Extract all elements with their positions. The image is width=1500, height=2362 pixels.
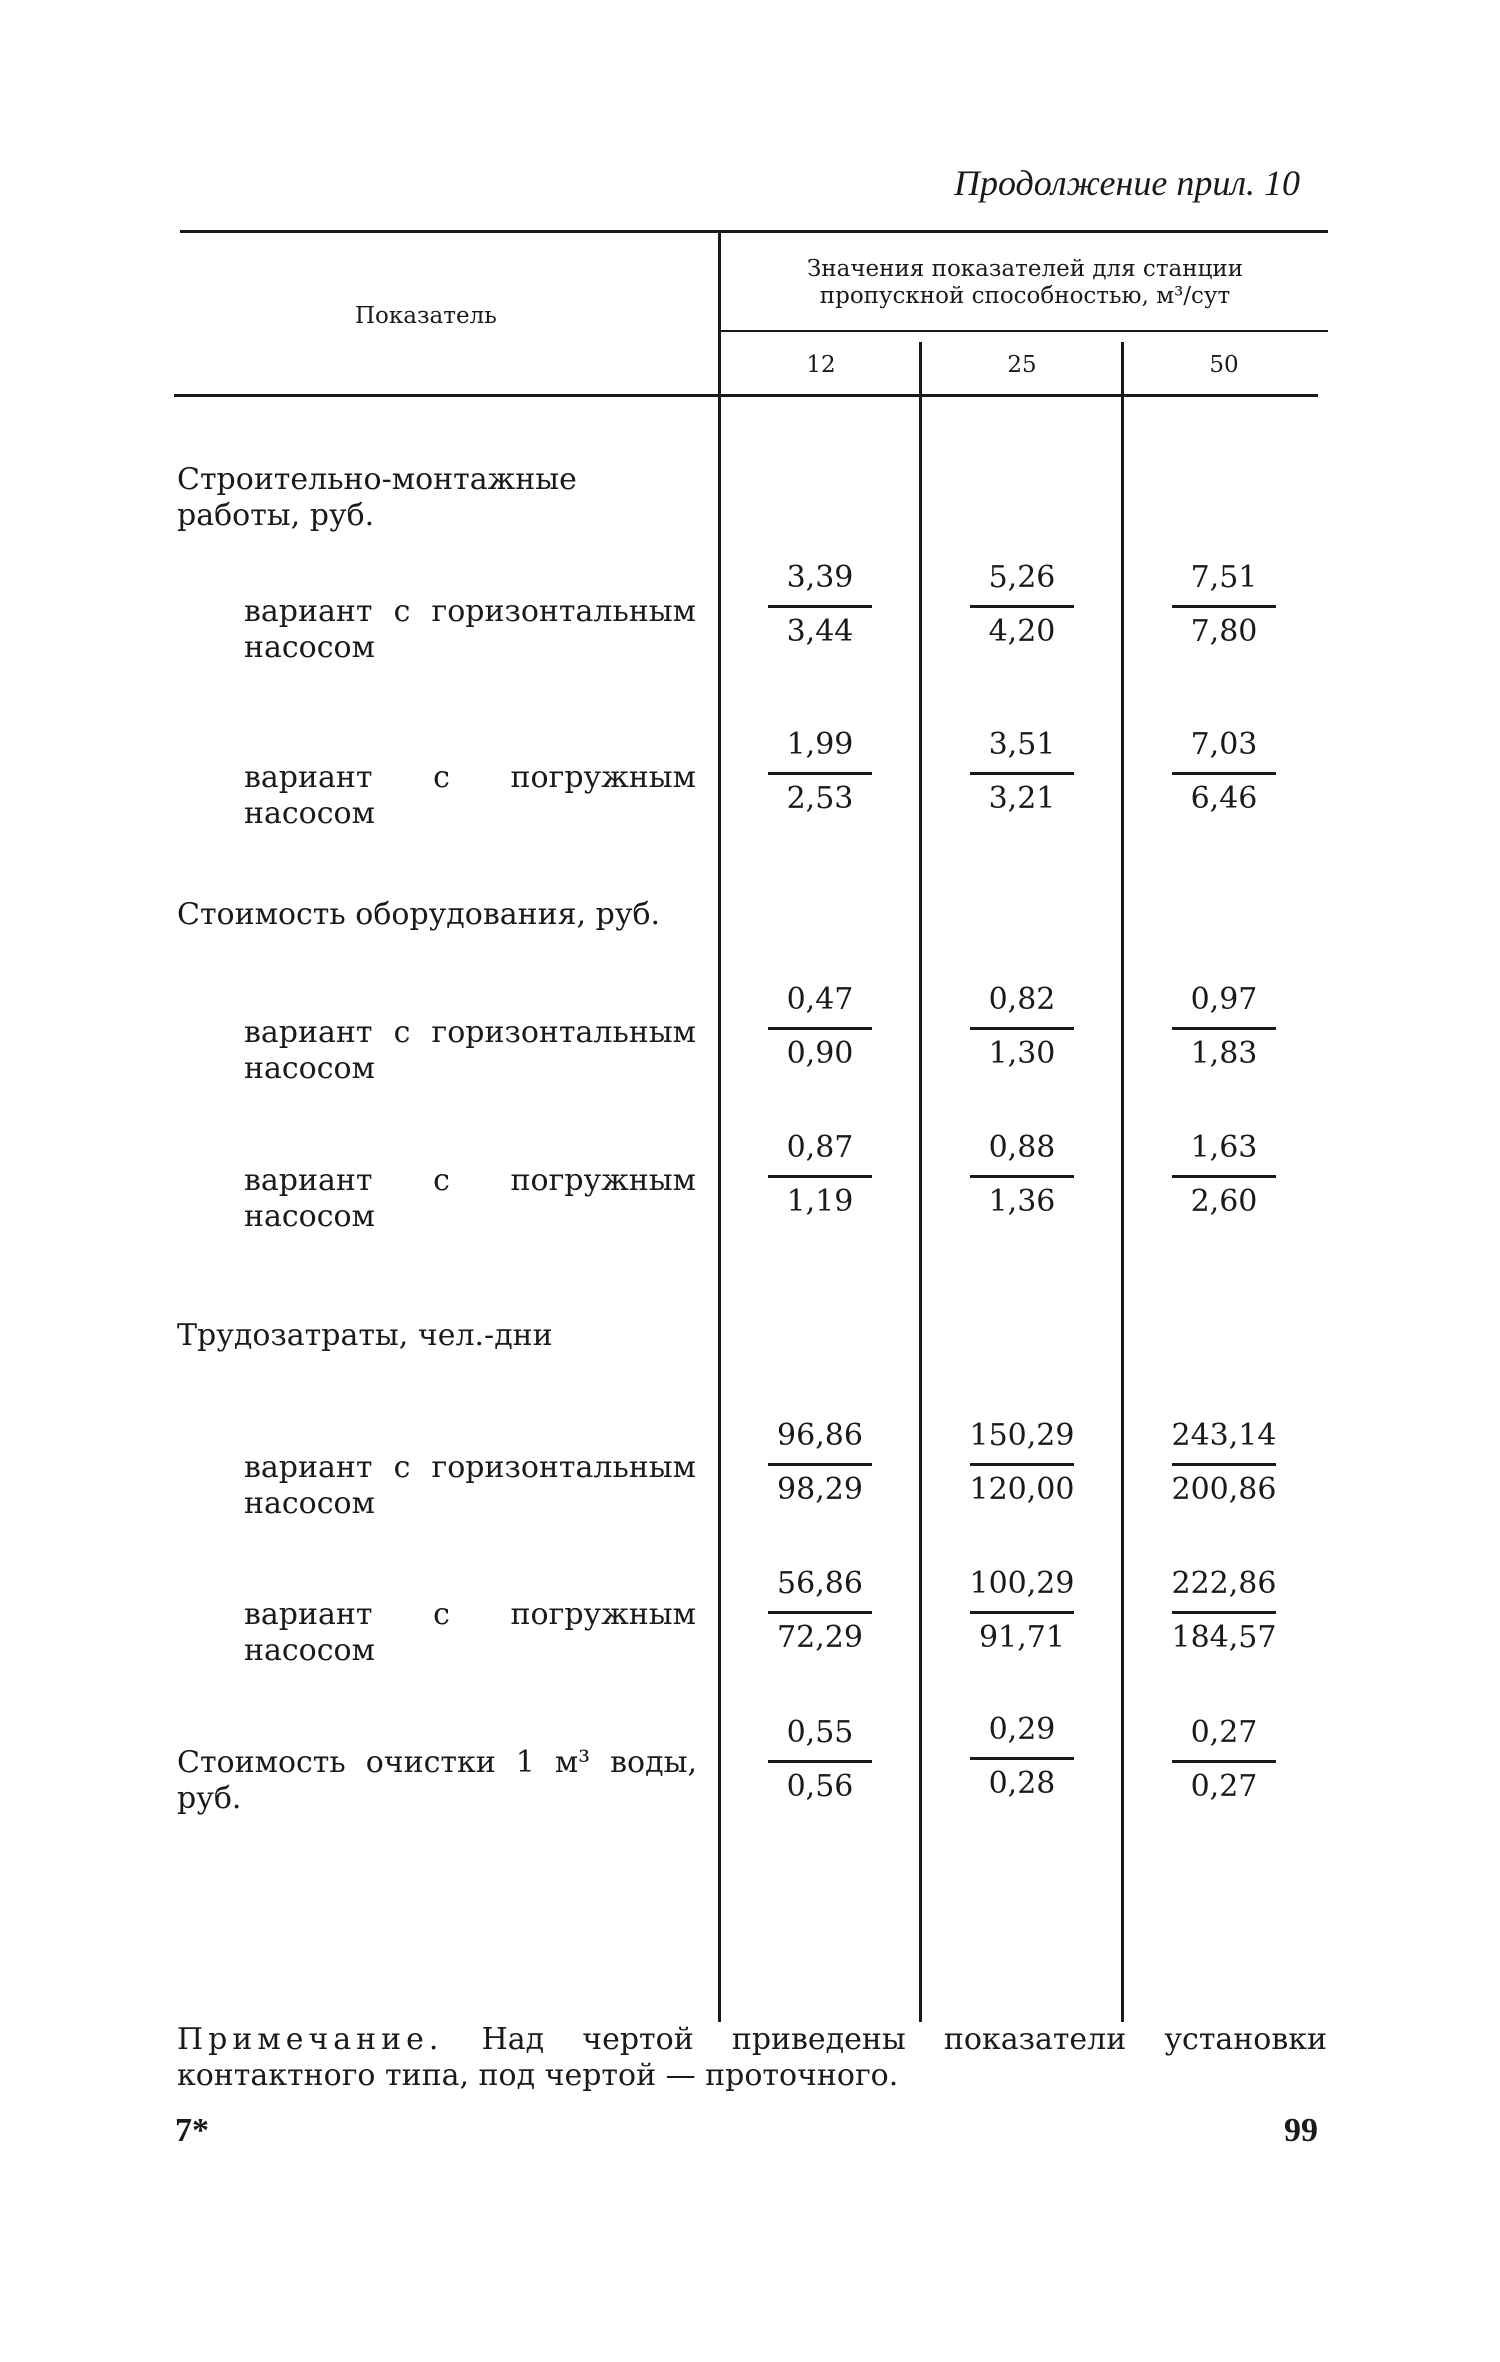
page-number: 99 [1284, 2112, 1318, 2149]
fraction-bar [970, 1027, 1074, 1030]
table-note [177, 2022, 1327, 2094]
value-bottom: 184,57 [1171, 1620, 1277, 1655]
indicator-header: Показатель [355, 303, 497, 329]
value-top: 7,03 [1190, 727, 1258, 762]
row-label-equipment-horizontal: вариант с горизонтальным насосом [244, 1015, 696, 1086]
value-bottom: 1,36 [988, 1184, 1056, 1219]
capacity-25: 25 [1007, 352, 1037, 378]
fraction-bar [970, 1611, 1074, 1614]
cell-construction-horizontal-25 [922, 560, 1122, 652]
value-bottom: 6,46 [1190, 781, 1258, 816]
note-lead: Примечание. [177, 2022, 444, 2057]
cell-construction-submersible-50 [1124, 727, 1324, 819]
cell-construction-submersible-25 [922, 727, 1122, 819]
value-bottom: 0,90 [786, 1036, 854, 1071]
header-bottom-rule [174, 394, 1318, 397]
row-label-labor-horizontal: вариант с горизонтальным насосом [244, 1450, 696, 1521]
fraction-bar [1172, 605, 1276, 608]
row-label-construction-horizontal: вариант с горизонтальным насосом [244, 594, 696, 665]
fraction-bar [768, 772, 872, 775]
fraction-bar [970, 772, 1074, 775]
cell-labor-horizontal-25 [922, 1418, 1122, 1510]
cell-construction-horizontal-50 [1124, 560, 1324, 652]
fraction-bar [1172, 772, 1276, 775]
values-header-line-1: Значения показателей для станции [806, 256, 1244, 282]
header-split-rule [720, 330, 1328, 332]
value-bottom: 2,60 [1190, 1184, 1258, 1219]
section-title-construction: Строительно-монтажные работы, руб. [177, 462, 577, 533]
value-bottom: 7,80 [1190, 614, 1258, 649]
value-bottom: 120,00 [969, 1472, 1075, 1507]
value-top: 1,63 [1190, 1130, 1258, 1165]
cell-treatment-cost-25 [922, 1712, 1122, 1804]
cell-treatment-cost-50 [1124, 1715, 1324, 1807]
section-title-treatment-cost: Стоимость очистки 1 м³ воды, руб. [177, 1745, 697, 1816]
note-text: Над чертой приведены показатели установки контактного типа, под чертой — проточного. [177, 2022, 1327, 2093]
value-top: 7,51 [1190, 560, 1258, 595]
cell-construction-submersible-12 [720, 727, 920, 819]
row-label-labor-submersible: вариант с погружным насосом [244, 1597, 696, 1668]
capacity-50: 50 [1209, 352, 1239, 378]
value-top: 1,99 [786, 727, 854, 762]
value-top: 222,86 [1171, 1566, 1277, 1601]
fraction-bar [970, 1175, 1074, 1178]
cell-labor-submersible-25 [922, 1566, 1122, 1658]
fraction-bar [970, 605, 1074, 608]
table-top-rule [180, 230, 1328, 233]
value-top: 0,47 [786, 982, 854, 1017]
section-title-equipment: Стоимость оборудования, руб. [177, 897, 661, 932]
cell-equipment-horizontal-50 [1124, 982, 1324, 1074]
value-bottom: 200,86 [1171, 1472, 1277, 1507]
cell-equipment-submersible-25 [922, 1130, 1122, 1222]
value-top: 3,39 [786, 560, 854, 595]
value-bottom: 0,27 [1190, 1769, 1258, 1804]
capacity-12: 12 [806, 352, 836, 378]
value-top: 0,97 [1190, 982, 1258, 1017]
value-top: 243,14 [1171, 1418, 1277, 1453]
cell-equipment-horizontal-25 [922, 982, 1122, 1074]
signature-mark: 7* [175, 2112, 209, 2149]
value-bottom: 1,83 [1190, 1036, 1258, 1071]
value-top: 96,86 [777, 1418, 863, 1453]
fraction-bar [768, 1027, 872, 1030]
running-header: Продолжение прил. 10 [954, 163, 1301, 203]
fraction-bar [768, 1175, 872, 1178]
value-top: 100,29 [969, 1566, 1075, 1601]
section-title-labor: Трудозатраты, чел.-дни [177, 1318, 553, 1353]
value-bottom: 3,21 [988, 781, 1056, 816]
fraction-bar [768, 1760, 872, 1763]
value-bottom: 4,20 [988, 614, 1056, 649]
value-bottom: 1,19 [786, 1184, 854, 1219]
fraction-bar [768, 1611, 872, 1614]
fraction-bar [1172, 1463, 1276, 1466]
value-bottom: 1,30 [988, 1036, 1056, 1071]
cell-labor-horizontal-50 [1124, 1418, 1324, 1510]
value-bottom: 0,56 [786, 1769, 854, 1804]
value-top: 0,87 [786, 1130, 854, 1165]
cell-construction-horizontal-12 [720, 560, 920, 652]
value-top: 56,86 [777, 1566, 863, 1601]
cell-labor-submersible-50 [1124, 1566, 1324, 1658]
fraction-bar [768, 605, 872, 608]
value-top: 0,29 [988, 1712, 1056, 1747]
cell-labor-submersible-12 [720, 1566, 920, 1658]
fraction-bar [970, 1463, 1074, 1466]
value-bottom: 2,53 [786, 781, 854, 816]
value-bottom: 3,44 [786, 614, 854, 649]
cell-equipment-submersible-50 [1124, 1130, 1324, 1222]
fraction-bar [970, 1757, 1074, 1760]
value-top: 5,26 [988, 560, 1056, 595]
value-bottom: 98,29 [777, 1472, 863, 1507]
fraction-bar [768, 1463, 872, 1466]
fraction-bar [1172, 1175, 1276, 1178]
row-label-equipment-submersible: вариант с погружным насосом [244, 1163, 696, 1234]
value-top: 150,29 [969, 1418, 1075, 1453]
cell-equipment-horizontal-12 [720, 982, 920, 1074]
value-bottom: 72,29 [777, 1620, 863, 1655]
values-header-line-2: пропускной способностью, м³/сут [819, 283, 1231, 309]
fraction-bar [1172, 1760, 1276, 1763]
values-header [722, 256, 1328, 310]
cell-treatment-cost-12 [720, 1715, 920, 1807]
value-bottom: 0,28 [988, 1766, 1056, 1801]
value-top: 3,51 [988, 727, 1056, 762]
fraction-bar [1172, 1611, 1276, 1614]
value-top: 0,55 [786, 1715, 854, 1750]
row-label-construction-submersible: вариант с погружным насосом [244, 760, 696, 831]
cell-equipment-submersible-12 [720, 1130, 920, 1222]
value-top: 0,27 [1190, 1715, 1258, 1750]
cell-labor-horizontal-12 [720, 1418, 920, 1510]
value-top: 0,88 [988, 1130, 1056, 1165]
fraction-bar [1172, 1027, 1276, 1030]
value-bottom: 91,71 [979, 1620, 1065, 1655]
value-top: 0,82 [988, 982, 1056, 1017]
